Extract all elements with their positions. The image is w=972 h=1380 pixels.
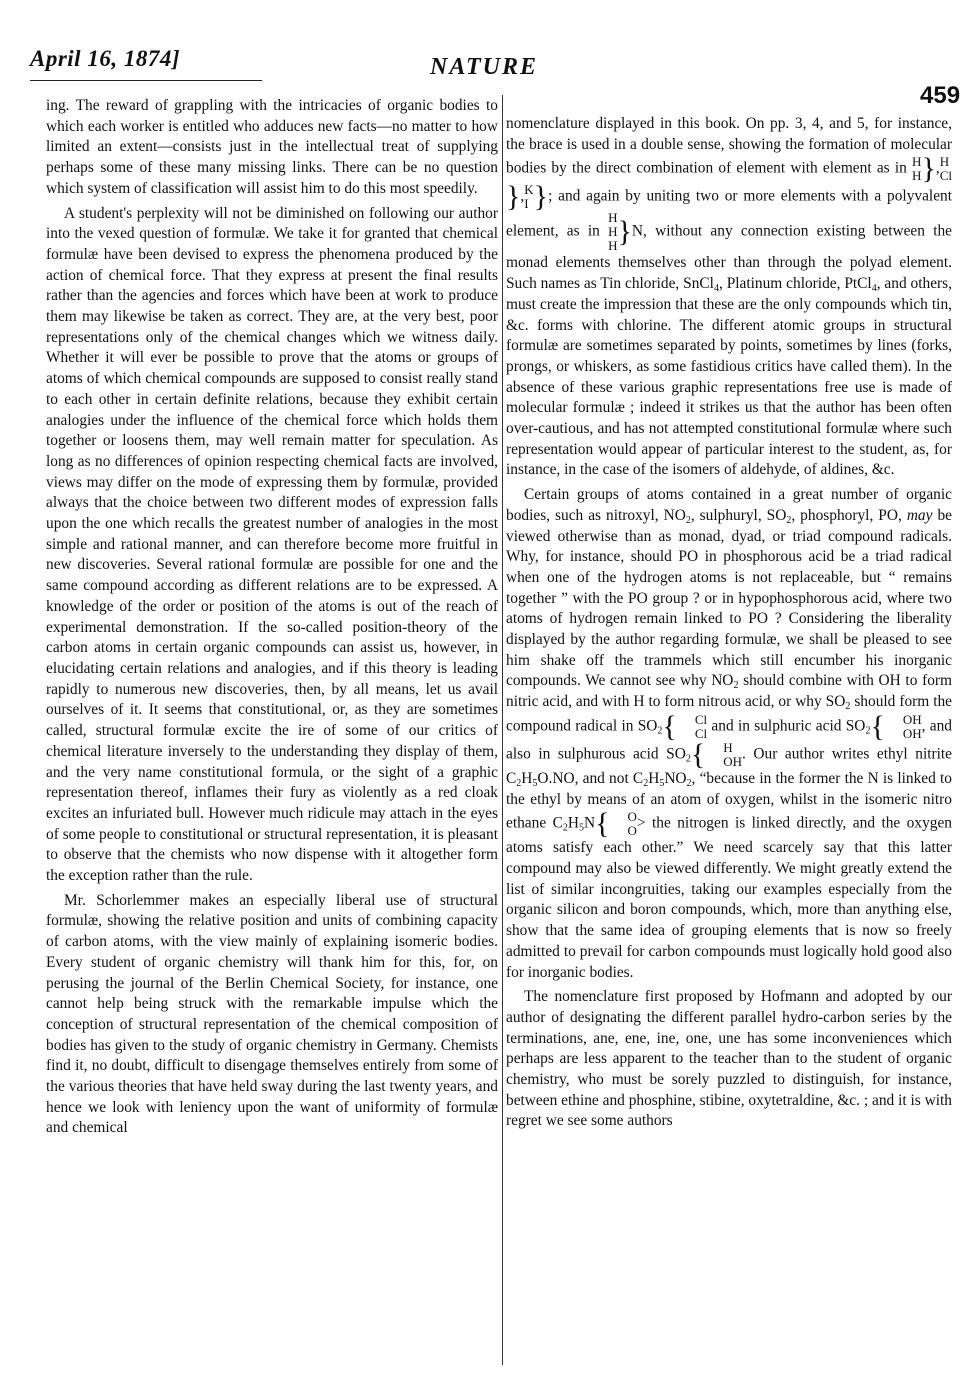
formula-stack xyxy=(677,713,707,741)
text-run: N xyxy=(583,814,596,832)
subscript: 5 xyxy=(578,822,584,834)
formula-stack xyxy=(610,810,637,838)
paragraph: ing. The reward of grappling with the intricacies of organic bodies to which each worker is entitled who adduces new facts—no matter to how limited an extent—consists just in the intellectual treat of supplying perhaps some of these many missing links. There can be no question which system of classification will assist him to do this most speedily. xyxy=(46,97,498,197)
subscript: 2 xyxy=(786,514,792,526)
brace-symbol: { xyxy=(690,737,706,771)
formula-stack xyxy=(705,741,742,769)
subscript: 4 xyxy=(871,283,877,295)
paragraph: Certain groups of atoms contained in a great number of organic bodies, such as nitroxyl, $NO_2$, sulphuryl, $SO_2$, phosphoryl, PO, may be viewed otherwise than as monad, dyad, or triad compound radicals. Why, for instance, should PO in phosphorous acid be a triad radical when one of the hydrogen atoms is not replaceable, but “ remains together ” with the PO group ? or in hypophosphorous acid, where two atoms of hydrogen remain linked to PO ? Considering the liberality displayed by the author regarding formulæ, we shall be pleased to see him shake off the trammels which still encumber his inorganic compounds. We cannot see why $NO_2$ should combine with OH to form nitric acid, and with H to form nitrous acid, or why $SO_2$ should form the compound radical in $SO_2${ Cl Cl and in sulphuric acid $SO_2${ OH OH , and also in sulphurous acid $SO_2${ H OH . Our author writes ethyl nitrite $C_2H_5O.NO$, and not $C_2H_5NO_2$, “because in the former the N is linked to the ethyl by means of an atom of oxygen, whilst in the isomeric nitro ethane $C_2H_5N${ O O > the nitrogen is linked directly, and the oxygen atoms satisfy each other.” We need scarcely say that this latter compound may also be viewed differently. We might greatly extend the list of similar incongruities, taking our examples especially from the organic silicon and boron compounds, which, more than anything else, show that the same idea of grouping elements that is now so freely admitted to prevail for carbon compounds must logically hold good also for inorganic bodies. xyxy=(506,486,953,981)
brace-symbol: { xyxy=(870,709,885,743)
brace-symbol: { xyxy=(595,807,610,841)
left-column xyxy=(46,96,498,1139)
text-run: O.NO, and not C xyxy=(537,769,644,787)
formula-atom: Cl xyxy=(694,725,708,741)
formula-atom: H xyxy=(608,210,618,226)
text-run: Certain groups of atoms contained in a great number of organic bodies, such as nitroxyl, NO xyxy=(506,486,952,524)
formula-atom: Cl xyxy=(694,711,708,727)
subscript: 2 xyxy=(845,701,851,713)
brace-symbol: { xyxy=(662,709,677,743)
text-run: without any connection existing between the monad elements themselves other than through the polyad element. Such names as Tin chloride, SnCl xyxy=(506,222,953,293)
subscript: 2 xyxy=(865,725,871,737)
formula-atom: H xyxy=(912,168,922,184)
text-run: , “because in the former the N is linked to the ethyl by means of an atom of oxygen, whilst in the isomeric nitro ethane C xyxy=(506,769,952,832)
subscript: 2 xyxy=(643,777,649,789)
brace-symbol: } xyxy=(921,152,936,186)
text-run: > the nitrogen is linked directly, and the oxygen atoms satisfy each other.” We need scarcely say that this latter compound may also be viewed differently. We might greatly extend the list of similar incongruities, taking our examples especially from the organic silicon and boron compounds, which, more than anything else, show that the same idea of grouping elements that is now so freely admitted to prevail for carbon compounds must logically hold good also for inorganic bodies. xyxy=(506,814,952,981)
formula-atom: OH xyxy=(723,753,743,769)
paragraph: A student's perplexity will not be diminished on following our author into the vexed question of formulæ. We take it for granted that chemical formulæ have been devised to express the phenomena produced by the action of chemical force. That they express at present the final results rather than the agencies and forces which have been at work to produce them may likewise be taken as correct. They are, at the very best, poor representations only of the chemical changes which we witness daily. Whether it will ever be possible to prove that the atoms or groups of atoms of which chemical compounds are supposed to consist really stand to each other in certain definite relations, because they exhibit certain analogies under the influence of the chemical force which holds them together or loosens them, may well remain matter for speculation. As long as no differences of opinion respecting chemical facts are involved, views may differ on the mode of expressing them by formulæ, provided always that the choice between two different modes of expression falls upon the one which recalls the greatest number of analogies in the most simple and rational manner, and can therefore become more fruitful in new discoveries. Several rational formulæ are possible for one and the same compound according as different relations are to be expressed. A knowledge of the order or position of the atoms is out of the reach of experimental demonstration. If the so-called position-theory of the carbon atoms in certain organic compounds can assist us, however, in elucidating certain relations and analogies, and if this theory is leading rapidly to numerous new discoveries, then, by all means, let us avail ourselves of it. It seems that constitutional, or, as they are sometimes called, structural formulæ excite the ire of some of our critics of chemical literature inversely to the understanding they display of them, and the very name constitutional formula, or the sight of a graphic representation thereof, inflames their fury as violently as a red cloak excites an infuriated bull. However much ridicule may attach in the eyes of some people to constitutional or structural representation, it is pleasant to observe that the chemists who now dispense with it altogether form the exception rather than the rule. xyxy=(46,204,498,885)
brace-symbol: } xyxy=(617,215,632,249)
text-run: . Our author writes ethyl nitrite C xyxy=(506,745,953,787)
formula-atom: I xyxy=(524,196,529,212)
subscript: 5 xyxy=(659,777,665,789)
text-run: should combine with OH to form nitric acid, and with H to form nitrous acid, or why SO xyxy=(506,672,952,711)
issue-date: April 16, 1874] xyxy=(30,46,180,71)
formula-atom: H xyxy=(608,238,618,254)
header-rule xyxy=(30,80,262,81)
formula-atom: K xyxy=(524,182,534,198)
text-run: and again by uniting two or more elements with a polyvalent element, as in xyxy=(506,187,953,240)
right-column xyxy=(506,114,952,1132)
text-run: , Platinum chloride, PtCl xyxy=(718,275,872,293)
formula-atom: H xyxy=(723,739,733,755)
formula-stack xyxy=(608,211,617,253)
text-run: should form the compound radical in SO xyxy=(506,693,952,735)
subscript: 2 xyxy=(516,777,522,789)
formula-atom: O xyxy=(627,809,637,825)
formula-stack xyxy=(940,155,952,183)
formula-atom: H xyxy=(939,154,950,170)
subscript: 5 xyxy=(532,777,538,789)
paragraph: Mr. Schorlemmer makes an especially liberal use of structural formulæ, showing the relative position and units of combining capacity of carbon atoms, with the view mainly of explaining isomeric bodies. Every student of organic chemistry will thank him for this, for, on perusing the journal of the Berlin Chemical Society, for instance, one cannot help being struck with the remarkable impulse which the conception of structural representation of the chemical composition of bodies has given to the study of organic chemistry in Germany. Chemists find it, no doubt, difficult to disengage themselves entirely from some of the various theories that have held sway during the last twenty years, and hence we look with leniency upon the want of uniformity of formulæ and chemical xyxy=(46,891,498,1137)
paragraph: The nomenclature first proposed by Hofmann and adopted by our author of designating the different parallel hydro-carbon series by the terminations, ane, ene, ine, one, une has some inconveniences which perhaps are less apparent to the teacher than to the student of organic chemistry, who must be sorely puzzled to distinguish, for instance, between ethine and phosphine, stibine, oxytetraldine, &c. ; and it is with regret we see some authors xyxy=(506,988,952,1130)
subscript: 4 xyxy=(713,283,719,295)
text-run: nomenclature displayed in this book. On pp. 3, 4, and 5, for instance, the brace is used in a double sense, showing the formation of molecular bodies by the direct combination of element with element as in xyxy=(506,115,952,177)
brace-symbol: } xyxy=(506,180,521,214)
text-run: , phosphoryl, PO, xyxy=(791,506,902,524)
paragraph: nomenclature displayed in this book. On pp. 3, 4, and 5, for instance, the brace is used in a double sense, showing the formation of molecular bodies by the direct combination of element with element as in H H }, H Cl }, K I }; and again by uniting two or more elements with a polyvalent element, as in H H H }N, without any connection existing between the monad elements themselves other than through the polyad element. Such names as Tin chloride, SnCl$_4$, Platinum chloride, PtCl$_4$, and others, must create the impression that these are the only compounds which tin, &c. forms with chlorine. The different atomic groups in structural formulæ are sometimes separated by points, sometimes by lines (forks, prongs, or whiskers, as some fastidious critics have called them). In the absence of these various graphic representations free use is made of molecular formulæ ; indeed it strikes us that the author has been often over-cautious, and has not attempted constitutional formulæ where such representation would appear of particular interest to the student, as, for instance, in the case of the isomers of aldehyde, of aldines, &c. xyxy=(506,115,953,479)
subscript: 2 xyxy=(686,777,692,789)
formula-stack xyxy=(524,183,533,211)
emphasis: may xyxy=(906,506,933,524)
text-run: N, xyxy=(631,222,647,240)
subscript: 2 xyxy=(685,753,691,765)
formula-atom: O xyxy=(627,823,637,839)
formula-stack xyxy=(885,713,922,741)
brace-symbol: } xyxy=(533,180,549,214)
formula-atom: Cl xyxy=(939,168,952,184)
formula-atom: H xyxy=(608,224,618,240)
subscript: 2 xyxy=(657,725,663,737)
formula-atom: H xyxy=(912,154,922,170)
text-run: , and others, must create the impression that these are the only compounds which tin, &c. forms with chlorine. The different atomic groups in structural formulæ are sometimes separated by points, sometimes by lines (forks, prongs, or whiskers, as some fastidious critics have called them). In the absence of these various graphic representations free use is made of molecular formulæ ; indeed it strikes us that the author has been often over-cautious, and has not attempted constitutional formulæ where such representation would appear of particular interest to the student, as, for instance, in the case of the isomers of aldehyde, of aldines, &c. xyxy=(506,275,952,479)
subscript: 2 xyxy=(562,822,568,834)
subscript: 2 xyxy=(685,514,691,526)
journal-title: NATURE xyxy=(430,54,539,80)
formula-atom: OH xyxy=(902,711,922,727)
column-divider xyxy=(502,95,503,1365)
text-run: , sulphuryl, SO xyxy=(690,506,787,524)
subscript: 2 xyxy=(733,680,739,692)
text-run: and in sulphuric acid SO xyxy=(711,717,866,735)
text-run: be viewed otherwise than as monad, dyad, or triad compound radicals. Why, for instance, should PO in phosphorous acid be a triad radical when one of the hydrogen atoms is not replaceable, but “ remains together ” with the PO group ? or in hypophosphorous acid, where two atoms of hydrogen remain linked to PO ? Considering the liberality displayed by the author regarding formulæ, we shall be pleased to see him shake off the trammels which still encumber his inorganic compounds. We cannot see why NO xyxy=(506,506,952,690)
formula-atom: OH xyxy=(902,725,922,741)
page-number: 459 xyxy=(920,82,961,109)
text-run: , and also in sulphurous acid SO xyxy=(506,717,953,763)
